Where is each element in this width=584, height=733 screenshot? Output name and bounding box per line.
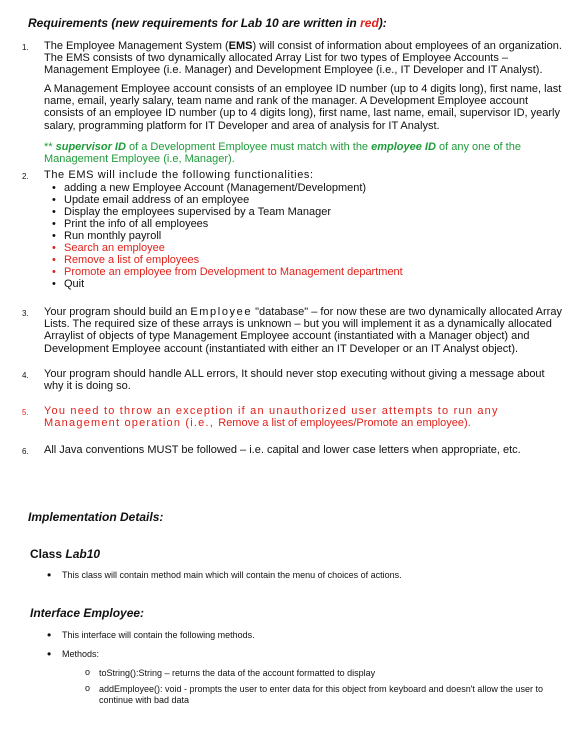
list-item: • Print the info of all employees bbox=[64, 218, 208, 230]
heading-end: ): bbox=[378, 16, 387, 30]
heading-red-word: red bbox=[360, 16, 379, 30]
method-tostring: o toString():String – returns the data of the account formatted to display bbox=[99, 668, 569, 679]
heading-text: Requirements (new requirements for Lab 10 are written in bbox=[28, 16, 361, 30]
interface-bullet-1: • This interface will contain the following methods. bbox=[62, 630, 255, 641]
list-item: • Search an employee bbox=[64, 242, 165, 254]
item-number-4: 4. bbox=[22, 371, 29, 380]
lab10-bullet: • This class will contain method main which will contain the menu of choices of actions. bbox=[62, 570, 402, 581]
list-item: • Run monthly payroll bbox=[64, 230, 161, 242]
item-number-1: 1. bbox=[22, 43, 29, 52]
requirements-heading bbox=[28, 16, 387, 30]
method-addemployee: o addEmployee(): void - prompts the user to enter data for this object from keyboard and doesn't allow the user to continue with bad data bbox=[99, 684, 569, 706]
req4-paragraph: Your program should handle ALL errors, It should never stop executing without giving a message about why it is doing so. bbox=[44, 368, 545, 393]
list-item: • adding a new Employee Account (Management/Development) bbox=[64, 182, 366, 194]
list-item: • Quit bbox=[64, 278, 84, 290]
interface-bullet-2: • Methods: bbox=[62, 649, 99, 660]
req2-intro: The EMS will include the following functionalities: bbox=[44, 169, 314, 181]
implementation-heading: Implementation Details: bbox=[28, 510, 164, 524]
item-number-5: 5. bbox=[22, 408, 29, 417]
list-item: • Promote an employee from Development to Management department bbox=[64, 266, 403, 278]
class-lab10-heading: Class Lab10 bbox=[30, 547, 101, 561]
list-item: • Display the employees supervised by a Team Manager bbox=[64, 206, 331, 218]
req1-paragraph2: A Management Employee account consists of an employee ID number (up to 4 digits long), first name, last name, email, yearly salary, team name and rank of the manager. A Development Employee account consists of an employee ID number (up to 4 digits long), first name, last name, email, supervisor ID, yearly salary, programming platform for IT Developer and area of analysis for IT Analyst. bbox=[44, 83, 562, 132]
req5-paragraph: You need to throw an exception if an unauthorized user attempts to run any Management operation (i.e., Remove a list of employees/Promote an employee). bbox=[44, 405, 499, 430]
req1-note: ** supervisor ID of a Development Employee must match with the employee ID of any one of the Management Employee (i.e, Manager). bbox=[44, 141, 521, 166]
item-number-6: 6. bbox=[22, 447, 29, 456]
item-number-3: 3. bbox=[22, 309, 29, 318]
item-number-2: 2. bbox=[22, 172, 29, 181]
req6-paragraph: All Java conventions MUST be followed – i.e. capital and lower case letters when appropriate, etc. bbox=[44, 444, 521, 456]
req1-paragraph1: The Employee Management System (EMS) will consist of information about employees of an organization. The EMS consists of two dynamically allocated Array List for two types of Employee Accounts – Management Employee (i.e. Manager) and Development Employee (i.e., IT Developer and IT Analyst). bbox=[44, 40, 562, 77]
list-item: • Remove a list of employees bbox=[64, 254, 199, 266]
req3-paragraph: Your program should build an Employee "database" – for now these are two dynamically allocated Array Lists. The required size of these arrays is unknown – but you will implement it as a dynamically allocated Arraylist of objects of type Management Employee account (instantiated with a Manager object) and Development Employee account (instantiated with either an IT Developer or an IT Analyst object). bbox=[44, 306, 562, 355]
list-item: • Update email address of an employee bbox=[64, 194, 249, 206]
interface-employee-heading: Interface Employee: bbox=[30, 606, 145, 620]
